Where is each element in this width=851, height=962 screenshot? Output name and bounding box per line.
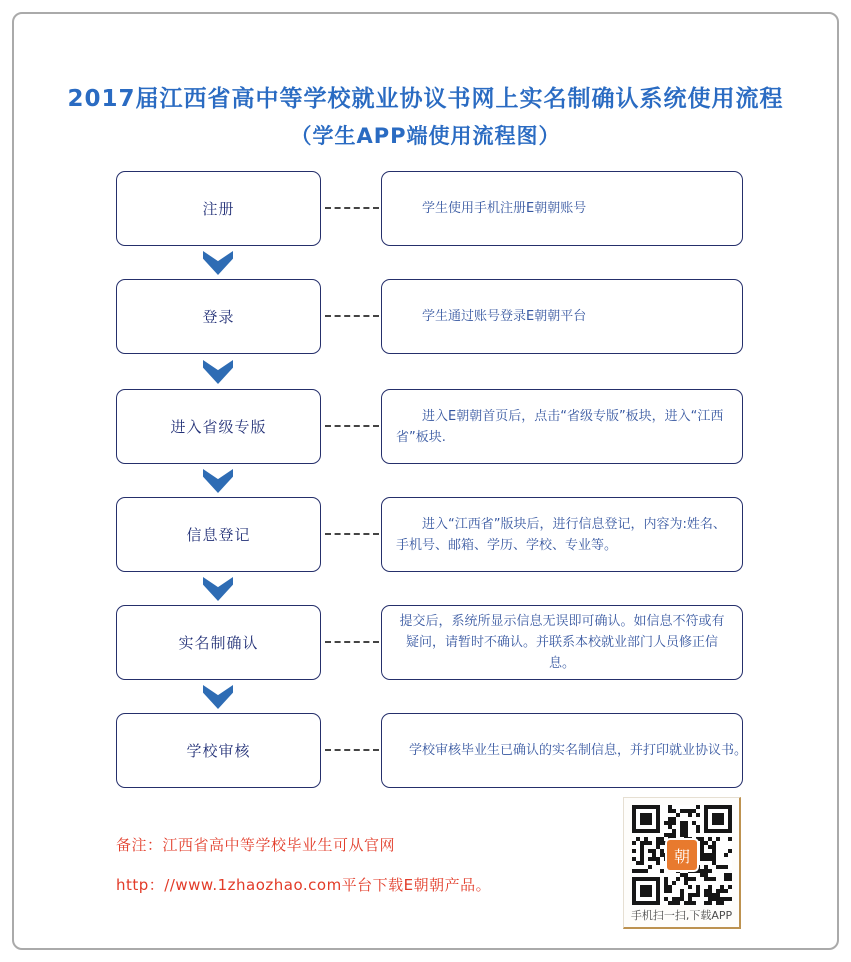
down-arrow-icon [203,251,233,275]
step-label: 学校审核 [186,742,251,760]
flow-row-login [14,279,837,354]
step-description: 学生使用手机注册E朝朝账号 [422,201,587,216]
step-label: 信息登记 [186,526,251,544]
step-label: 注册 [202,200,235,218]
step-label: 进入省级专版 [170,418,267,436]
page-frame [12,12,839,950]
flow-row-audit [14,713,837,788]
step-description: 学生通过账号登录E朝朝平台 [422,309,587,324]
page-subtitle: （学生APP端使用流程图） [290,124,561,148]
flow-row-province [14,389,837,464]
step-label: 实名制确认 [178,634,259,652]
step-box-register [116,171,321,246]
step-description: 学校审核毕业生已确认的实名制信息，并打印就业协议书。 [409,743,748,758]
note-line-1: 备注：江西省高中等学校毕业生可从官网 [116,836,396,854]
connector-dashed-line [325,533,379,535]
step-label: 登录 [202,308,235,326]
step-description: 进入E朝朝首页后，点击“省级专版”板块，进入“江西省”板块. [396,408,724,445]
step-box-province [116,389,321,464]
qr-center-logo: 朝 [667,840,697,870]
desc-box-confirm [381,605,743,680]
note-line-2: http：//www.1zhaozhao.com平台下载E朝朝产品。 [116,876,492,894]
step-box-audit [116,713,321,788]
connector-dashed-line [325,207,379,209]
qr-code-panel [623,797,741,929]
down-arrow-icon [203,577,233,601]
step-box-confirm [116,605,321,680]
desc-box-info [381,497,743,572]
desc-box-audit [381,713,748,788]
step-description: 提交后，系统所显示信息无误即可确认。如信息不符或有疑问，请暂时不确认。并联系本校就业部门人员修正信息。 [399,614,725,671]
desc-box-register [381,171,743,246]
down-arrow-icon [203,685,233,709]
down-arrow-icon [203,469,233,493]
desc-box-province [381,389,743,464]
step-box-info [116,497,321,572]
connector-dashed-line [325,425,379,427]
page-title: 2017届江西省高中等学校就业协议书网上实名制确认系统使用流程 [67,86,784,112]
desc-box-login [381,279,743,354]
step-box-login [116,279,321,354]
qr-caption: 手机扫一扫,下载APP [630,909,733,922]
flow-row-confirm [14,605,837,680]
down-arrow-icon [203,360,233,384]
flow-row-register [14,171,837,246]
connector-dashed-line [325,641,379,643]
flow-row-info [14,497,837,572]
connector-dashed-line [325,315,379,317]
connector-dashed-line [325,749,379,751]
step-description: 进入“江西省”版块后，进行信息登记，内容为:姓名、手机号、邮箱、学历、学校、专业等。 [396,516,726,553]
